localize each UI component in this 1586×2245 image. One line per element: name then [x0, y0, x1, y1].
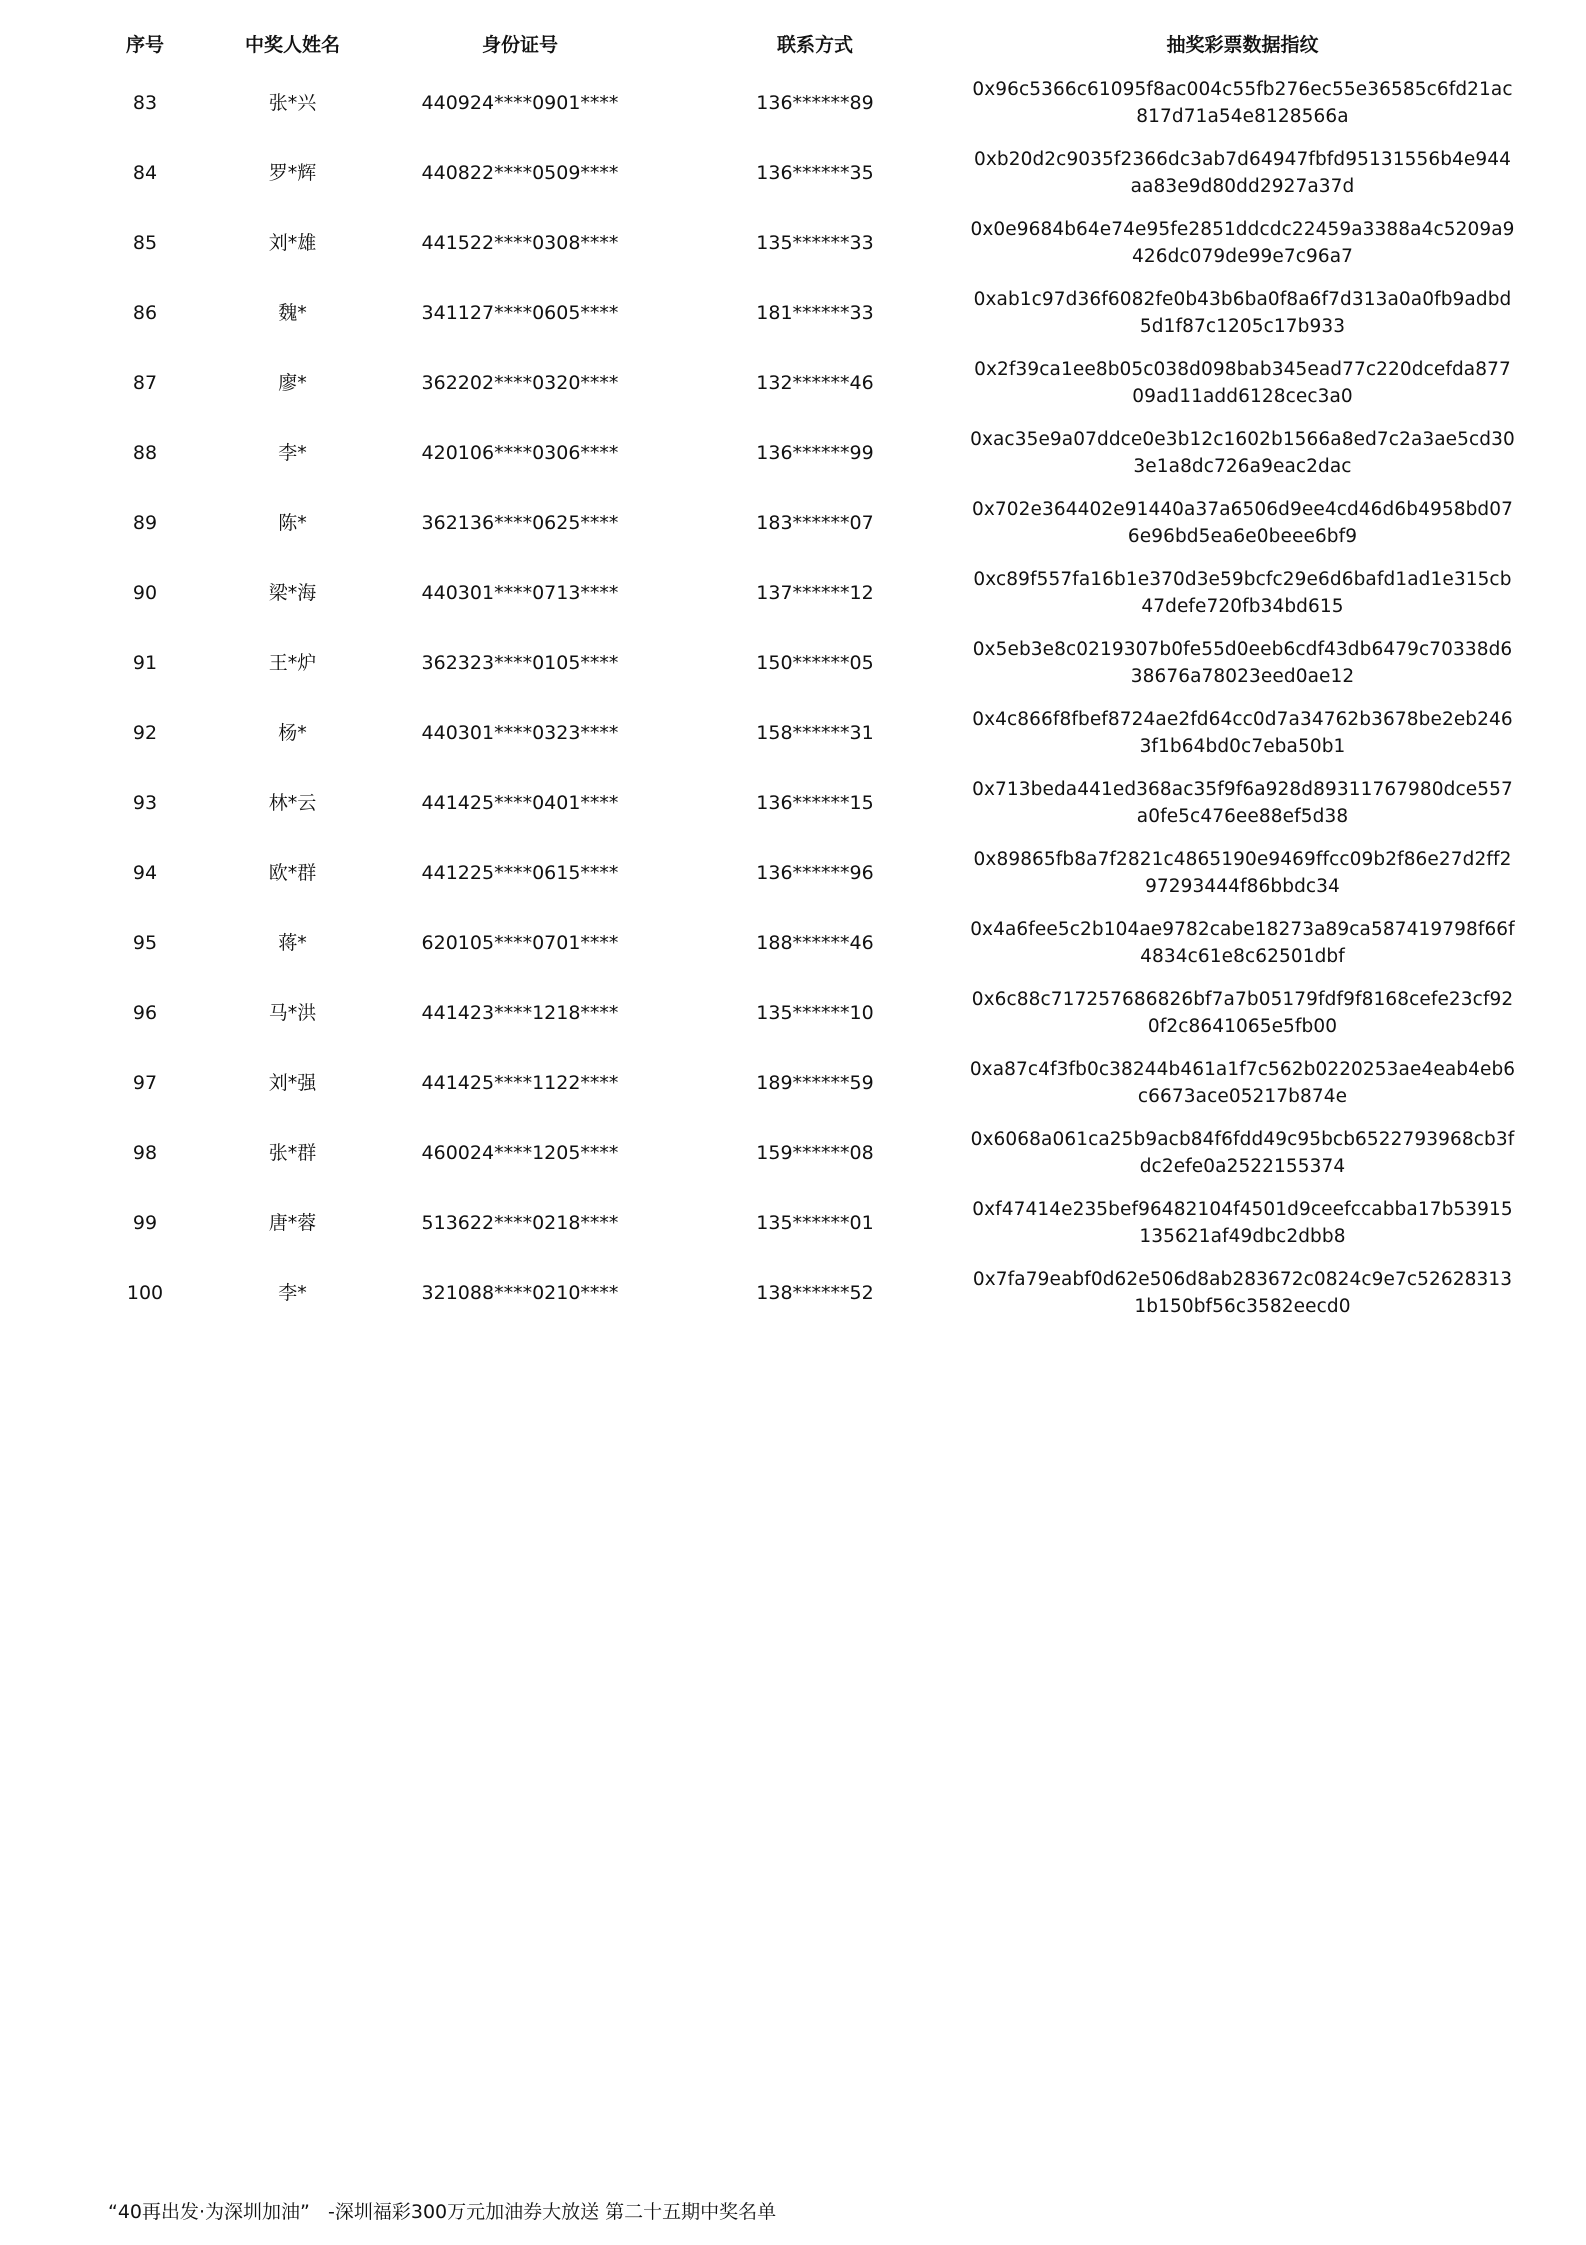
- table-row: [80, 978, 1520, 1048]
- table-body: [80, 68, 1520, 1328]
- cell-winner-name: 张*群: [268, 1141, 317, 1164]
- cell-winner-name: 马*洪: [268, 1001, 317, 1024]
- table-row: [80, 278, 1520, 348]
- cell-ticket-fingerprint: 0x702e364402e91440a37a6506d9ee4cd46d6b4958bd076e96bd5ea6e0beee6bf9: [971, 499, 1514, 547]
- cell-winner-name: 蒋*: [278, 931, 307, 954]
- header-ticket-fingerprint: 抽奖彩票数据指纹: [1166, 33, 1319, 56]
- cell-serial-number: 85: [132, 231, 158, 254]
- cell-ticket-fingerprint: 0x6068a061ca25b9acb84f6fdd49c95bcb6522793968cb3fdc2efe0a2522155374: [970, 1129, 1515, 1177]
- cell-id-number: 620105****0701****: [421, 931, 619, 954]
- cell-ticket-fingerprint: 0x7fa79eabf0d62e506d8ab283672c0824c9e7c526283131b150bf56c3582eecd0: [972, 1269, 1513, 1317]
- cell-id-number: 441522****0308****: [421, 231, 619, 254]
- cell-winner-name: 张*兴: [268, 91, 317, 114]
- cell-ticket-fingerprint: 0x6c88c717257686826bf7a7b05179fdf9f8168cefe23cf920f2c8641065e5fb00: [971, 989, 1514, 1037]
- cell-winner-name: 魏*: [278, 301, 307, 324]
- cell-serial-number: 100: [126, 1281, 164, 1304]
- table-header-row: [80, 22, 1520, 68]
- cell-winner-name: 刘*雄: [268, 231, 317, 254]
- table-row: [80, 1118, 1520, 1188]
- cell-contact: 136******99: [756, 441, 874, 464]
- cell-winner-name: 刘*强: [268, 1071, 317, 1094]
- cell-winner-name: 欧*群: [268, 861, 317, 884]
- cell-id-number: 341127****0605****: [421, 301, 619, 324]
- cell-ticket-fingerprint: 0x89865fb8a7f2821c4865190e9469ffcc09b2f86e27d2ff297293444f86bbdc34: [973, 849, 1512, 897]
- cell-winner-name: 林*云: [268, 791, 317, 814]
- header-contact: 联系方式: [776, 33, 853, 56]
- cell-id-number: 441425****1122****: [421, 1071, 619, 1094]
- cell-ticket-fingerprint: 0xf47414e235bef96482104f4501d9ceefccabba17b53915135621af49dbc2dbb8: [972, 1199, 1513, 1247]
- cell-winner-name: 李*: [278, 441, 307, 464]
- cell-contact: 183******07: [756, 511, 874, 534]
- winners-table: [80, 22, 1520, 1328]
- cell-id-number: 441425****0401****: [421, 791, 619, 814]
- cell-contact: 135******10: [756, 1001, 874, 1024]
- table-row: [80, 1188, 1520, 1258]
- cell-id-number: 460024****1205****: [421, 1141, 619, 1164]
- cell-contact: 181******33: [756, 301, 874, 324]
- cell-winner-name: 梁*海: [268, 581, 317, 604]
- table-row: [80, 1258, 1520, 1328]
- cell-contact: 132******46: [756, 371, 874, 394]
- cell-id-number: 362323****0105****: [421, 651, 619, 674]
- cell-contact: 136******89: [756, 91, 874, 114]
- cell-id-number: 441225****0615****: [421, 861, 619, 884]
- cell-ticket-fingerprint: 0xac35e9a07ddce0e3b12c1602b1566a8ed7c2a3ae5cd303e1a8dc726a9eac2dac: [970, 429, 1515, 477]
- cell-ticket-fingerprint: 0x713beda441ed368ac35f9f6a928d89311767980dce557a0fe5c476ee88ef5d38: [972, 779, 1513, 827]
- cell-serial-number: 96: [132, 1001, 158, 1024]
- cell-winner-name: 陈*: [278, 511, 307, 534]
- cell-contact: 136******15: [756, 791, 874, 814]
- cell-id-number: 440822****0509****: [421, 161, 619, 184]
- cell-serial-number: 86: [132, 301, 158, 324]
- cell-ticket-fingerprint: 0x4a6fee5c2b104ae9782cabe18273a89ca587419798f66f4834c61e8c62501dbf: [970, 919, 1515, 967]
- cell-serial-number: 87: [132, 371, 158, 394]
- cell-contact: 136******35: [756, 161, 874, 184]
- cell-id-number: 441423****1218****: [421, 1001, 619, 1024]
- cell-ticket-fingerprint: 0x0e9684b64e74e95fe2851ddcdc22459a3388a4c5209a9426dc079de99e7c96a7: [970, 219, 1515, 267]
- cell-serial-number: 92: [132, 721, 158, 744]
- table-row: [80, 558, 1520, 628]
- cell-ticket-fingerprint: 0xab1c97d36f6082fe0b43b6ba0f8a6f7d313a0a0fb9adbd5d1f87c1205c17b933: [973, 289, 1512, 337]
- table-row: [80, 68, 1520, 138]
- cell-serial-number: 97: [132, 1071, 158, 1094]
- cell-ticket-fingerprint: 0x5eb3e8c0219307b0fe55d0eeb6cdf43db6479c70338d638676a78023eed0ae12: [972, 639, 1513, 687]
- cell-id-number: 321088****0210****: [421, 1281, 619, 1304]
- cell-ticket-fingerprint: 0xb20d2c9035f2366dc3ab7d64947fbfd95131556b4e944aa83e9d80dd2927a37d: [973, 149, 1512, 197]
- cell-winner-name: 廖*: [278, 371, 307, 394]
- cell-serial-number: 84: [132, 161, 158, 184]
- cell-ticket-fingerprint: 0x4c866f8fbef8724ae2fd64cc0d7a34762b3678be2eb2463f1b64bd0c7eba50b1: [972, 709, 1513, 757]
- header-serial-number: 序号: [125, 33, 164, 56]
- document-footer: “40再出发·为深圳加油” -深圳福彩300万元加油券大放送 第二十五期中奖名单: [108, 2201, 777, 2223]
- header-winner-name: 中奖人姓名: [244, 33, 340, 56]
- table-row: [80, 838, 1520, 908]
- cell-contact: 150******05: [756, 651, 874, 674]
- cell-ticket-fingerprint: 0x2f39ca1ee8b05c038d098bab345ead77c220dcefda87709ad11add6128cec3a0: [974, 359, 1511, 407]
- cell-serial-number: 98: [132, 1141, 158, 1164]
- header-id-number: 身份证号: [481, 33, 558, 56]
- cell-id-number: 440301****0323****: [421, 721, 619, 744]
- cell-id-number: 420106****0306****: [421, 441, 619, 464]
- cell-serial-number: 95: [132, 931, 158, 954]
- cell-serial-number: 93: [132, 791, 158, 814]
- table-row: [80, 348, 1520, 418]
- cell-winner-name: 王*炉: [268, 651, 317, 674]
- cell-contact: 135******33: [756, 231, 874, 254]
- cell-winner-name: 杨*: [278, 721, 307, 744]
- table-row: [80, 138, 1520, 208]
- cell-contact: 188******46: [756, 931, 874, 954]
- cell-winner-name: 唐*蓉: [268, 1211, 317, 1234]
- table-row: [80, 1048, 1520, 1118]
- table-row: [80, 698, 1520, 768]
- cell-id-number: 440301****0713****: [421, 581, 619, 604]
- cell-id-number: 362136****0625****: [421, 511, 619, 534]
- cell-contact: 138******52: [756, 1281, 874, 1304]
- table-row: [80, 908, 1520, 978]
- cell-ticket-fingerprint: 0xa87c4f3fb0c38244b461a1f7c562b0220253ae4eab4eb6c6673ace05217b874e: [969, 1059, 1516, 1107]
- cell-contact: 137******12: [756, 581, 874, 604]
- cell-contact: 136******96: [756, 861, 874, 884]
- table-row: [80, 208, 1520, 278]
- cell-winner-name: 李*: [278, 1281, 307, 1304]
- cell-serial-number: 89: [132, 511, 158, 534]
- cell-serial-number: 90: [132, 581, 158, 604]
- cell-contact: 158******31: [756, 721, 874, 744]
- cell-winner-name: 罗*辉: [268, 161, 317, 184]
- table-row: [80, 418, 1520, 488]
- table-row: [80, 768, 1520, 838]
- cell-contact: 189******59: [756, 1071, 874, 1094]
- cell-serial-number: 83: [132, 91, 158, 114]
- cell-serial-number: 91: [132, 651, 158, 674]
- cell-contact: 135******01: [756, 1211, 874, 1234]
- cell-ticket-fingerprint: 0xc89f557fa16b1e370d3e59bcfc29e6d6bafd1ad1e315cb47defe720fb34bd615: [973, 569, 1512, 617]
- cell-serial-number: 99: [132, 1211, 158, 1234]
- cell-id-number: 362202****0320****: [421, 371, 619, 394]
- cell-ticket-fingerprint: 0x96c5366c61095f8ac004c55fb276ec55e36585c6fd21ac817d71a54e8128566a: [972, 79, 1513, 127]
- table-row: [80, 628, 1520, 698]
- cell-serial-number: 88: [132, 441, 158, 464]
- cell-serial-number: 94: [132, 861, 158, 884]
- cell-contact: 159******08: [756, 1141, 874, 1164]
- cell-id-number: 440924****0901****: [421, 91, 619, 114]
- cell-id-number: 513622****0218****: [421, 1211, 619, 1234]
- table-row: [80, 488, 1520, 558]
